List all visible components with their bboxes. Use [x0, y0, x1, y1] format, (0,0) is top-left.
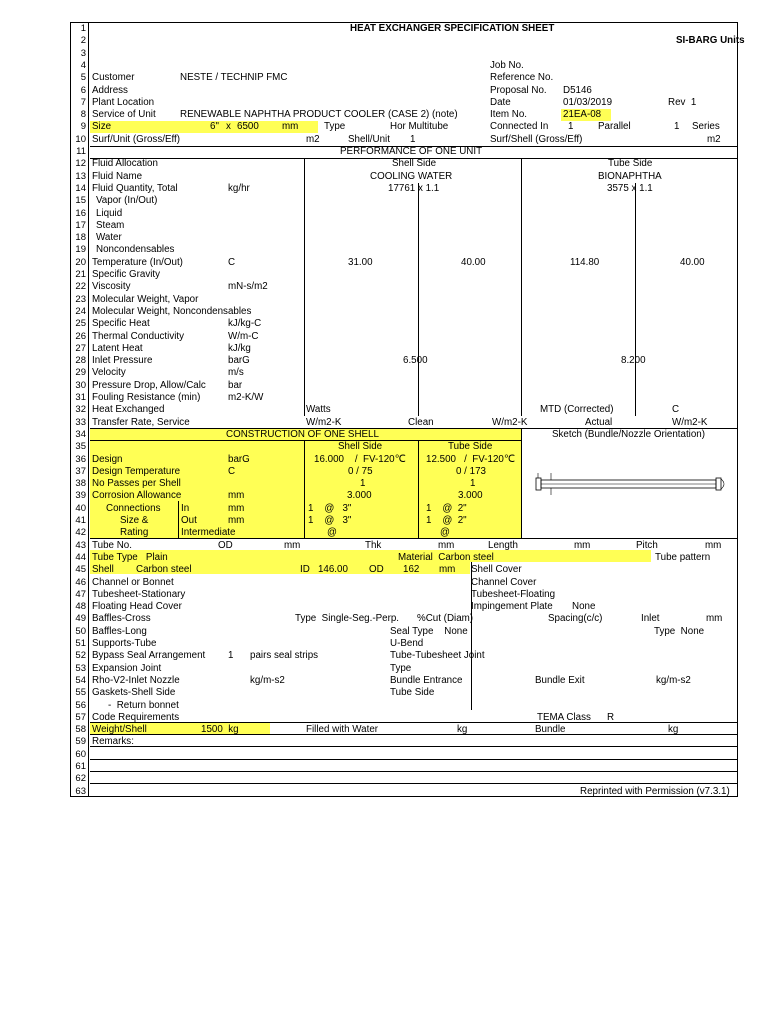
sheet-title: HEAT EXCHANGER SPECIFICATION SHEET	[350, 23, 555, 34]
shell-material: Carbon steel	[136, 564, 192, 576]
tube-od-label: OD	[218, 539, 233, 551]
passes-label: No Passes per Shell	[92, 478, 181, 490]
ts-stat-label: Tubesheet-Stationary	[92, 588, 186, 600]
spacing-label: Spacing(c/c)	[548, 613, 603, 625]
visc-label: Viscosity	[92, 281, 131, 293]
tube-pattern-label: Tube pattern	[655, 551, 711, 563]
qty-tube: 3575 x 1.1	[607, 182, 653, 194]
cons-tube-side: Tube Side	[448, 441, 493, 453]
row-number: 51	[75, 638, 86, 649]
fr-label: Fouling Resistance (min)	[92, 392, 201, 403]
tema-label: TEMA Class	[537, 711, 591, 723]
cut-label: %Cut (Diam)	[417, 613, 474, 625]
material-label: Material Carbon steel	[398, 551, 494, 563]
row-number-column	[71, 23, 89, 796]
ts-float-label: Tubesheet-Floating	[471, 588, 556, 600]
conn-in-unit: mm	[228, 502, 245, 514]
temp-tube-in: 114.80	[570, 256, 600, 268]
row-number: 15	[75, 195, 86, 207]
st-label: Supports-Tube	[92, 638, 157, 649]
int-tube: @	[440, 527, 450, 539]
connected-label: Connected In	[490, 121, 549, 133]
filled-water-unit: kg	[457, 724, 468, 736]
surf-shell-unit: m2	[707, 133, 721, 145]
shell-unit-value: 1	[410, 133, 416, 145]
row-number: 39	[75, 490, 86, 502]
vel-unit: m/s	[228, 367, 244, 379]
temp-shell-in: 31.00	[348, 256, 373, 268]
size-x: x	[226, 121, 231, 133]
tc-unit: W/m-C	[228, 330, 259, 342]
row-number: 52	[75, 650, 86, 662]
qty-shell: 17761 x 1.1	[388, 182, 440, 194]
return-bonnet: - Return bonnet	[108, 699, 179, 711]
row-number: 31	[75, 392, 86, 403]
design-label: Design	[92, 453, 123, 465]
row-number: 12	[75, 158, 86, 170]
surf-unit-label: Surf/Unit (Gross/Eff)	[92, 133, 181, 145]
actual-unit: W/m2-K	[672, 416, 708, 428]
weight-shell-value: 1500 kg	[201, 724, 239, 736]
mw-vap-label: Molecular Weight, Vapor	[92, 293, 199, 305]
imp-value: None	[572, 601, 596, 613]
address-label: Address	[92, 84, 128, 96]
row-number: 38	[75, 478, 86, 490]
row-number: 17	[75, 219, 86, 231]
row-number: 20	[75, 256, 86, 268]
design-unit: barG	[228, 453, 250, 465]
row-number: 11	[76, 146, 86, 157]
dtemp-label: Design Temperature	[92, 465, 181, 477]
water-label: Water	[96, 232, 122, 244]
date-value: 01/03/2019	[563, 96, 613, 108]
tema-value: R	[607, 711, 615, 723]
row-number: 18	[75, 232, 86, 244]
connections-label: Connections	[106, 502, 161, 514]
mtd-unit: C	[672, 404, 680, 416]
design-tube: 12.500 / FV-120℃	[426, 453, 515, 465]
bundle-exit-label: Bundle Exit	[535, 674, 585, 686]
dtemp-tube: 0 / 173	[456, 465, 486, 477]
row-number: 21	[75, 269, 86, 280]
tube-pitch-label: Pitch	[636, 539, 658, 551]
dtemp-unit: C	[228, 465, 236, 477]
tr-unit: W/m2-K	[306, 416, 342, 428]
he-unit: Watts	[306, 404, 331, 416]
steam-label: Steam	[96, 219, 125, 231]
fhc-label: Floating Head Cover	[92, 601, 182, 613]
performance-heading: PERFORMANCE OF ONE UNIT	[340, 146, 483, 157]
row-number: 44	[75, 551, 86, 563]
bundle-exit-unit: kg/m-s2	[656, 674, 691, 686]
bundle-unit: kg	[668, 724, 679, 736]
row-number: 61	[75, 761, 86, 772]
tube-pitch-unit: mm	[705, 539, 722, 551]
conn-in-label: In	[181, 502, 190, 514]
proposal-label: Proposal No.	[490, 84, 547, 96]
ip-shell: 6.500	[403, 355, 428, 367]
gaskets-label: Gaskets-Shell Side	[92, 687, 176, 699]
row-number: 37	[75, 465, 86, 477]
shell-id: ID 146.00	[300, 564, 348, 576]
size-a: 6"	[210, 121, 219, 133]
row-number: 6	[80, 84, 86, 96]
size-unit: mm	[282, 121, 299, 133]
ca-unit: mm	[228, 490, 245, 502]
he-label: Heat Exchanged	[92, 404, 165, 416]
ip-label: Inlet Pressure	[92, 355, 153, 367]
service-label: Service of Unit	[92, 109, 156, 121]
mtd-label: MTD (Corrected)	[540, 404, 614, 416]
row-number: 30	[75, 379, 86, 391]
lh-label: Latent Heat	[92, 342, 143, 354]
units-label: SI-BARG Units	[676, 35, 745, 47]
tube-od-unit: mm	[284, 539, 301, 551]
row-number: 58	[75, 724, 86, 736]
int-shell: @	[327, 527, 337, 539]
bundle-entrance-label: Bundle Entrance	[390, 674, 463, 686]
tube-thk-unit: mm	[438, 539, 455, 551]
bsa-label: Bypass Seal Arrangement	[92, 650, 206, 662]
row-number: 23	[75, 293, 86, 305]
temp-unit: C	[228, 256, 236, 268]
channel-label: Channel or Bonnet	[92, 576, 174, 588]
row-number: 45	[75, 564, 86, 576]
tube-length-label: Length	[488, 539, 518, 551]
vapor-label: Vapor (In/Out)	[96, 195, 158, 207]
conn-in-tube: 1 @ 2"	[426, 502, 467, 514]
row-number: 59	[75, 736, 86, 748]
row-number: 48	[75, 601, 86, 613]
row-number: 27	[75, 342, 86, 354]
row-number: 13	[75, 170, 86, 182]
row-number: 28	[75, 355, 86, 367]
row-number: 35	[75, 441, 86, 453]
highlight-tube-type	[90, 550, 651, 562]
fluid-name-label: Fluid Name	[92, 170, 143, 182]
rating-label: Rating	[120, 527, 149, 539]
shell-label: Shell	[92, 564, 114, 576]
conn-out-label: Out	[181, 515, 197, 526]
plant-label: Plant Location	[92, 96, 155, 108]
connected-a: 1	[568, 121, 574, 133]
passes-tube: 1	[470, 478, 476, 490]
fluid-tube: BIONAPHTHA	[598, 170, 662, 182]
vel-label: Velocity	[92, 367, 126, 379]
row-number: 26	[75, 330, 86, 342]
row-number: 63	[75, 785, 86, 797]
customer-label: Customer	[92, 72, 135, 84]
tube-type-label: Tube Type Plain	[92, 551, 168, 563]
filled-water-label: Filled with Water	[306, 724, 379, 736]
row-number: 54	[75, 674, 86, 686]
ej-type: Type	[390, 662, 412, 674]
row-number: 50	[75, 625, 86, 637]
row-number: 56	[75, 699, 86, 711]
row-number: 36	[75, 453, 86, 465]
bundle-label: Bundle	[535, 724, 566, 736]
spec-sheet	[70, 22, 745, 797]
clean-unit: W/m2-K	[492, 416, 528, 428]
cons-shell-side: Shell Side	[338, 441, 383, 453]
tr-label: Transfer Rate, Service	[92, 416, 190, 428]
visc-unit: mN-s/m2	[228, 281, 268, 293]
rho-label: Rho-V2-Inlet Nozzle	[92, 674, 180, 686]
bc-label: Baffles-Cross	[92, 613, 151, 625]
sh-unit: kJ/kg-C	[228, 318, 262, 330]
sh-label: Specific Heat	[92, 318, 150, 330]
sg-label: Specific Gravity	[92, 269, 161, 280]
row-number: 24	[75, 305, 86, 317]
row-number: 32	[75, 404, 86, 416]
row-number: 49	[75, 613, 86, 625]
channel-cover-label: Channel Cover	[471, 576, 537, 588]
construction-heading: CONSTRUCTION OF ONE SHELL	[226, 428, 379, 440]
noncond-label: Noncondensables	[96, 244, 175, 256]
row-number: 55	[75, 687, 86, 699]
type-label: Type	[324, 121, 346, 133]
pd-label: Pressure Drop, Allow/Calc	[92, 379, 206, 391]
bc-type: Type Single-Seg.-Perp.	[295, 613, 400, 625]
tc-label: Thermal Conductivity	[92, 330, 185, 342]
row-number: 22	[75, 281, 86, 293]
shell-unit-label: Shell/Unit	[348, 133, 390, 145]
item-label: Item No.	[490, 109, 528, 121]
tube-no-label: Tube No.	[92, 539, 132, 551]
row-number: 40	[75, 502, 86, 514]
row-number: 47	[75, 588, 86, 600]
surf-unit-unit: m2	[306, 133, 320, 145]
ip-tube: 8.200	[621, 355, 646, 367]
ej-label: Expansion Joint	[92, 662, 162, 674]
row-number: 2	[80, 35, 86, 47]
ip-unit: barG	[228, 355, 250, 367]
service-value: RENEWABLE NAPHTHA PRODUCT COOLER (CASE 2) (note)	[180, 109, 458, 121]
clean-label: Clean	[408, 416, 434, 428]
fluid-shell: COOLING WATER	[370, 170, 453, 182]
mw-nc-label: Molecular Weight, Noncondensables	[92, 305, 252, 317]
row-number: 4	[80, 59, 86, 71]
series-label: Series	[692, 121, 720, 133]
row-number: 3	[80, 47, 86, 59]
item-value: 21EA-08	[563, 109, 602, 121]
temp-label: Temperature (In/Out)	[92, 256, 183, 268]
liquid-label: Liquid	[96, 207, 123, 219]
row-number: 14	[75, 182, 86, 194]
conn-out-shell: 1 @ 3"	[308, 515, 352, 526]
parallel-label: Parallel	[598, 121, 631, 133]
passes-shell: 1	[360, 478, 366, 490]
reprint-note: Reprinted with Permission (v7.3.1)	[580, 785, 730, 797]
rev-value: Rev 1	[668, 96, 697, 108]
shell-od-value: 162	[403, 564, 420, 576]
lh-unit: kJ/kg	[228, 342, 251, 354]
shell-od-label: OD	[369, 564, 384, 576]
bl-label: Baffles-Long	[92, 625, 147, 637]
type-value: Hor Multitube	[390, 121, 449, 133]
bsa-strips: pairs seal strips	[250, 650, 319, 662]
conn-in-shell: 1 @ 3"	[308, 502, 352, 514]
row-number: 41	[75, 515, 86, 526]
sketch-label: Sketch (Bundle/Nozzle Orientation)	[552, 428, 706, 440]
actual-label: Actual	[585, 416, 613, 428]
bsa-value: 1	[228, 650, 234, 662]
row-number: 42	[75, 527, 86, 539]
tube-length-unit: mm	[574, 539, 591, 551]
shell-od-unit: mm	[439, 564, 456, 576]
proposal-value: D5146	[563, 84, 592, 96]
row-number: 43	[75, 539, 86, 551]
dtemp-shell: 0 / 75	[348, 465, 373, 477]
row-number: 57	[75, 711, 86, 723]
row-number: 5	[80, 72, 86, 84]
connected-b: 1	[674, 121, 680, 133]
intermediate-label: Intermediate	[181, 527, 236, 539]
inlet-label: Inlet	[641, 613, 660, 625]
shell-cover-label: Shell Cover	[471, 564, 522, 576]
ca-shell: 3.000	[347, 490, 372, 502]
size-b: 6500	[237, 121, 259, 133]
perf-tube-side: Tube Side	[608, 158, 653, 170]
remarks-label: Remarks:	[92, 736, 134, 748]
row-number: 34	[75, 428, 86, 440]
conn-out-tube: 1 @ 2"	[426, 515, 467, 526]
row-number: 10	[75, 133, 86, 145]
job-no-label: Job No.	[490, 59, 524, 71]
rho-unit: kg/m-s2	[250, 674, 285, 686]
seal-type: Seal Type None	[390, 625, 468, 637]
row-number: 9	[80, 121, 86, 133]
row-number: 8	[80, 109, 86, 121]
size-label: Size	[92, 121, 112, 133]
ca-label: Corrosion Allowance	[92, 490, 182, 502]
reference-label: Reference No.	[490, 72, 554, 84]
imp-label: Impingement Plate	[471, 601, 553, 613]
pd-unit: bar	[228, 379, 243, 391]
temp-tube-out: 40.00	[680, 256, 705, 268]
customer-value: NESTE / TECHNIP FMC	[180, 72, 288, 84]
weight-shell-label: Weight/Shell	[92, 724, 147, 736]
row-number: 53	[75, 662, 86, 674]
qty-label: Fluid Quantity, Total	[92, 182, 178, 194]
row-number: 1	[80, 23, 86, 34]
perf-shell-side: Shell Side	[392, 158, 437, 170]
date-label: Date	[490, 96, 511, 108]
row-number: 60	[75, 748, 86, 760]
row-number: 19	[75, 244, 86, 256]
conn-out-unit: mm	[228, 515, 245, 526]
inlet-unit: mm	[706, 613, 723, 625]
bundle-sketch	[531, 473, 731, 498]
ttj-label: Tube-Tubesheet Joint	[390, 650, 485, 662]
row-number: 25	[75, 318, 86, 330]
code-req-label: Code Requirements	[92, 711, 180, 723]
design-shell: 16.000 / FV-120℃	[314, 453, 406, 465]
row-number: 62	[75, 773, 86, 785]
surf-shell-label: Surf/Shell (Gross/Eff)	[490, 133, 583, 145]
tube-thk-label: Thk	[365, 539, 382, 551]
qty-unit: kg/hr	[228, 182, 250, 194]
row-number: 33	[75, 416, 86, 428]
size-rating-label: Size &	[120, 515, 149, 526]
row-number: 7	[80, 96, 86, 108]
row-number: 29	[75, 367, 86, 379]
gaskets-tube-side: Tube Side	[390, 687, 435, 699]
fluid-alloc-label: Fluid Allocation	[92, 158, 158, 170]
temp-shell-out: 40.00	[461, 256, 486, 268]
ubend-label: U-Bend	[390, 638, 424, 649]
row-number: 46	[75, 576, 86, 588]
type-none: Type None	[654, 625, 705, 637]
ca-tube: 3.000	[458, 490, 483, 502]
fr-unit: m2-K/W	[228, 392, 264, 403]
row-number: 16	[75, 207, 86, 219]
